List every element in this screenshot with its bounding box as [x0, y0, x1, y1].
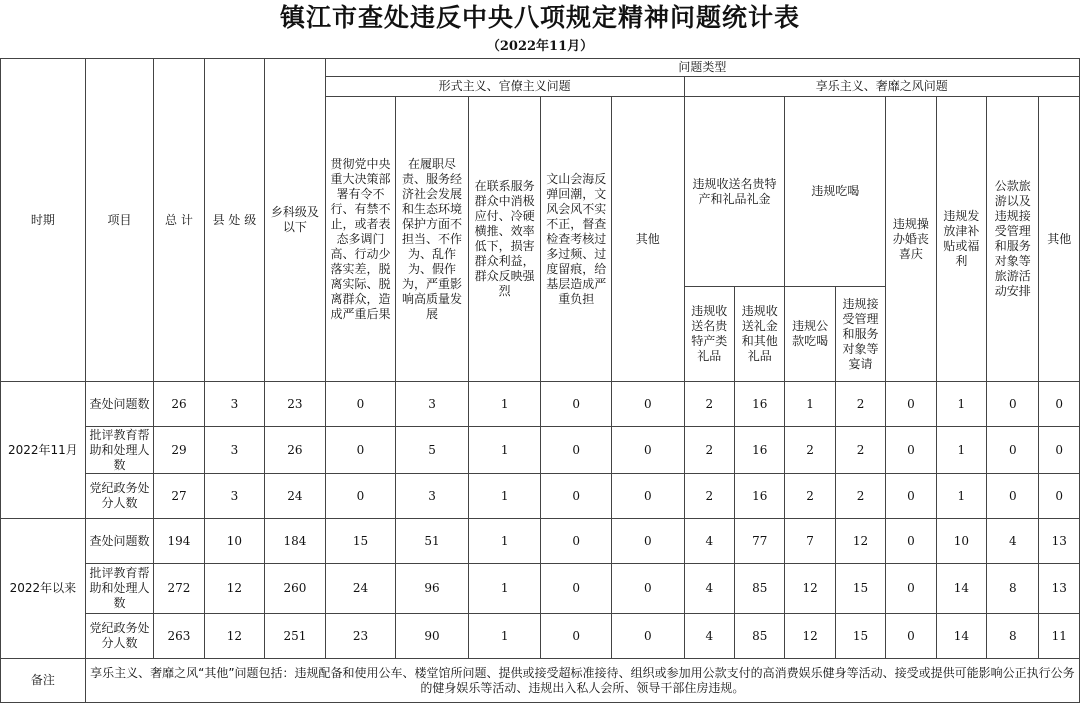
cell-county: 3: [204, 427, 265, 474]
cell-f1: 0: [325, 427, 396, 474]
cell-township: 23: [265, 382, 326, 427]
row-item: 查处问题数: [85, 519, 154, 564]
cell-eat-b: 15: [835, 564, 885, 614]
cell-f2: 5: [396, 427, 469, 474]
cell-travel: 0: [987, 427, 1039, 474]
cell-allowance: 14: [936, 564, 986, 614]
cell-f3: 1: [468, 614, 541, 659]
cell-allowance: 1: [936, 427, 986, 474]
header-row-1: [1, 59, 1080, 77]
cell-total: 263: [154, 614, 204, 659]
cell-f3: 1: [468, 564, 541, 614]
cell-total: 272: [154, 564, 204, 614]
cell-f5: 0: [612, 519, 685, 564]
cell-travel: 0: [987, 474, 1039, 519]
cell-gift-a: 2: [684, 474, 734, 519]
cell-f2: 96: [396, 564, 469, 614]
row-item: 党纪政务处分人数: [85, 474, 154, 519]
cell-wedding: 0: [886, 519, 936, 564]
cell-eat-a: 2: [785, 427, 835, 474]
cell-eat-a: 2: [785, 474, 835, 519]
header-township: 乡科级及以下: [265, 59, 326, 382]
cell-f3: 1: [468, 382, 541, 427]
cell-gift-a: 4: [684, 564, 734, 614]
cell-county: 12: [204, 614, 265, 659]
cell-county: 10: [204, 519, 265, 564]
cell-f2: 3: [396, 474, 469, 519]
header-formalism-other: 其他: [612, 97, 685, 382]
cell-h-other: 0: [1039, 474, 1080, 519]
row-item: 党纪政务处分人数: [85, 614, 154, 659]
cell-f4: 0: [541, 427, 612, 474]
header-eat: 违规吃喝: [785, 97, 886, 287]
cell-township: 26: [265, 427, 326, 474]
header-hedonism: 享乐主义、奢靡之风问题: [684, 77, 1079, 97]
cell-eat-a: 7: [785, 519, 835, 564]
row-item: 批评教育帮助和处理人数: [85, 564, 154, 614]
header-gift-specialty: 违规收送名贵特产类礼品: [684, 287, 734, 382]
header-item: 项目: [85, 59, 154, 382]
cell-gift-a: 2: [684, 427, 734, 474]
period-label: 2022年以来: [1, 519, 86, 659]
header-formalism-2: 在履职尽责、服务经济社会发展和生态环境保护方面不担当、不作为、乱作为、假作为，严重影响高质量发展: [396, 97, 469, 382]
cell-f5: 0: [612, 614, 685, 659]
header-gift: 违规收送名贵特产和礼品礼金: [684, 97, 785, 287]
header-total: 总 计: [154, 59, 204, 382]
cell-f5: 0: [612, 564, 685, 614]
table-row: [1, 564, 1080, 614]
header-county: 县 处 级: [204, 59, 265, 382]
row-item: 查处问题数: [85, 382, 154, 427]
cell-gift-b: 16: [735, 427, 785, 474]
cell-eat-b: 2: [835, 474, 885, 519]
cell-total: 27: [154, 474, 204, 519]
cell-allowance: 1: [936, 382, 986, 427]
cell-f4: 0: [541, 519, 612, 564]
header-allowance: 违规发放津补贴或福利: [936, 97, 986, 382]
header-problem-type: 问题类型: [325, 59, 1079, 77]
cell-h-other: 11: [1039, 614, 1080, 659]
cell-gift-a: 4: [684, 519, 734, 564]
table-row: [1, 474, 1080, 519]
table-row: [1, 382, 1080, 427]
cell-eat-b: 2: [835, 382, 885, 427]
period-label: 2022年11月: [1, 382, 86, 519]
cell-township: 184: [265, 519, 326, 564]
header-hedonism-other: 其他: [1039, 97, 1080, 382]
cell-wedding: 0: [886, 382, 936, 427]
cell-allowance: 14: [936, 614, 986, 659]
note-text: 享乐主义、奢靡之风“其他”问题包括：违规配备和使用公车、楼堂馆所问题、提供或接受超标准接待、组织或参加用公款支付的高消费娱乐健身等活动、接受或提供可能影响公正执行公务的健身娱乐等活动、违规出入私人会所、领导干部住房违规。: [85, 659, 1079, 703]
cell-gift-b: 85: [735, 564, 785, 614]
cell-f4: 0: [541, 382, 612, 427]
header-formalism-1: 贯彻党中央重大决策部署有令不行、有禁不止，或者表态多调门高、行动少落实差，脱离实际、脱离群众，造成严重后果: [325, 97, 396, 382]
row-item: 批评教育帮助和处理人数: [85, 427, 154, 474]
cell-eat-a: 12: [785, 564, 835, 614]
cell-f3: 1: [468, 427, 541, 474]
cell-f1: 23: [325, 614, 396, 659]
cell-f1: 0: [325, 382, 396, 427]
cell-county: 3: [204, 474, 265, 519]
header-wedding: 违规操办婚丧喜庆: [886, 97, 936, 382]
cell-total: 194: [154, 519, 204, 564]
cell-allowance: 10: [936, 519, 986, 564]
cell-f1: 0: [325, 474, 396, 519]
cell-travel: 4: [987, 519, 1039, 564]
cell-f2: 3: [396, 382, 469, 427]
cell-wedding: 0: [886, 474, 936, 519]
statistics-table: [0, 58, 1080, 703]
table-row: [1, 614, 1080, 659]
cell-county: 12: [204, 564, 265, 614]
cell-f4: 0: [541, 564, 612, 614]
cell-f4: 0: [541, 614, 612, 659]
cell-eat-a: 12: [785, 614, 835, 659]
cell-f2: 51: [396, 519, 469, 564]
cell-township: 260: [265, 564, 326, 614]
cell-eat-b: 15: [835, 614, 885, 659]
cell-gift-b: 16: [735, 474, 785, 519]
cell-wedding: 0: [886, 427, 936, 474]
page-title: 镇江市查处违反中央八项规定精神问题统计表: [279, 3, 800, 32]
cell-gift-b: 16: [735, 382, 785, 427]
cell-f3: 1: [468, 519, 541, 564]
cell-township: 251: [265, 614, 326, 659]
cell-travel: 8: [987, 564, 1039, 614]
cell-f2: 90: [396, 614, 469, 659]
header-gift-cash: 违规收送礼金和其他礼品: [735, 287, 785, 382]
cell-f4: 0: [541, 474, 612, 519]
cell-h-other: 0: [1039, 427, 1080, 474]
header-travel: 公款旅游以及违规接受管理和服务对象等旅游活动安排: [987, 97, 1039, 382]
cell-travel: 0: [987, 382, 1039, 427]
header-formalism-3: 在联系服务群众中消极应付、冷硬横推、效率低下，损害群众利益，群众反映强烈: [468, 97, 541, 382]
cell-f1: 15: [325, 519, 396, 564]
note-label: 备注: [1, 659, 86, 703]
cell-eat-b: 12: [835, 519, 885, 564]
cell-gift-a: 2: [684, 382, 734, 427]
header-formalism-4: 文山会海反弹回潮，文风会风不实不正，督查检查考核过多过频、过度留痕，给基层造成严重负担: [541, 97, 612, 382]
table-row: [1, 519, 1080, 564]
cell-county: 3: [204, 382, 265, 427]
cell-h-other: 13: [1039, 564, 1080, 614]
cell-gift-b: 77: [735, 519, 785, 564]
cell-township: 24: [265, 474, 326, 519]
cell-h-other: 0: [1039, 382, 1080, 427]
header-eat-banquet: 违规接受管理和服务对象等宴请: [835, 287, 885, 382]
cell-f5: 0: [612, 474, 685, 519]
table-row: [1, 427, 1080, 474]
cell-f5: 0: [612, 382, 685, 427]
cell-f5: 0: [612, 427, 685, 474]
cell-total: 26: [154, 382, 204, 427]
cell-h-other: 13: [1039, 519, 1080, 564]
cell-f3: 1: [468, 474, 541, 519]
header-period: 时期: [1, 59, 86, 382]
cell-total: 29: [154, 427, 204, 474]
cell-allowance: 1: [936, 474, 986, 519]
header-eat-public: 违规公款吃喝: [785, 287, 835, 382]
header-formalism: 形式主义、官僚主义问题: [325, 77, 684, 97]
cell-travel: 8: [987, 614, 1039, 659]
cell-eat-a: 1: [785, 382, 835, 427]
cell-f1: 24: [325, 564, 396, 614]
cell-wedding: 0: [886, 614, 936, 659]
cell-eat-b: 2: [835, 427, 885, 474]
cell-gift-b: 85: [735, 614, 785, 659]
cell-wedding: 0: [886, 564, 936, 614]
note-row: [1, 659, 1080, 703]
cell-gift-a: 4: [684, 614, 734, 659]
page-subtitle: （2022年11月）: [486, 39, 594, 54]
